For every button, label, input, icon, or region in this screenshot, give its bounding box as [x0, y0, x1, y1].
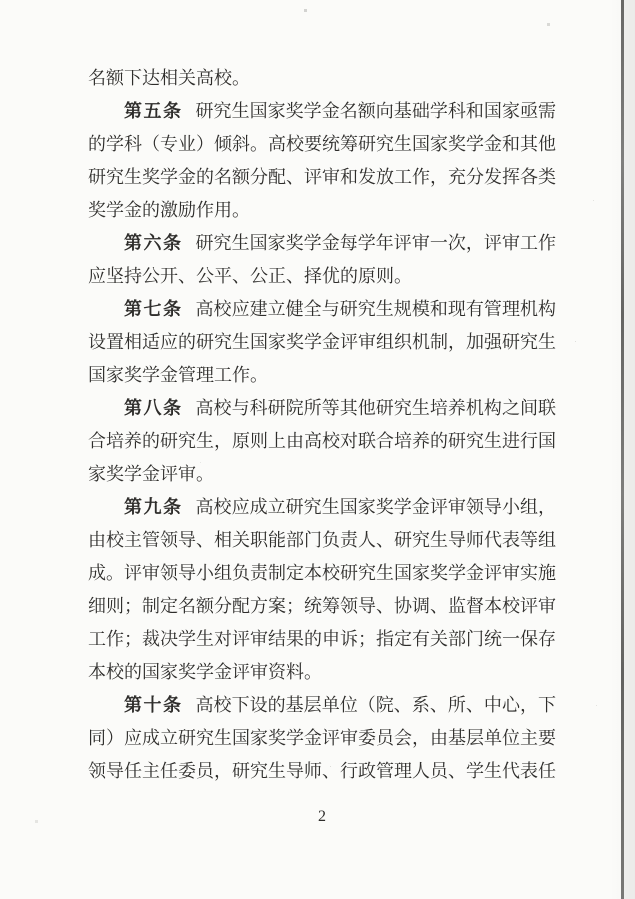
paragraph-text: 高校下设的基层单位（院、系、所、中心，下同）应成立研究生国家奖学金评审委员会，由基层单位主要领导任主任委员，研究生导师、行政管理人员、学生代表任: [88, 695, 557, 781]
article-number: 第九条: [124, 497, 183, 517]
article-number: 第十条: [124, 695, 183, 715]
paragraph-text: 名额下达相关高校。: [88, 68, 250, 88]
paragraph-article-9: [88, 491, 556, 689]
article-number: 第七条: [124, 299, 183, 319]
scan-noise-specks: [0, 0, 1, 1]
paragraph-text: 高校应成立研究生国家奖学金评审领导小组，由校主管领导、相关职能部门负责人、研究生导师代表等组成。评审领导小组负责制定本校研究生国家奖学金评审实施细则；制定名额分配方案；统筹领导、协调、监督本校评审工作；裁决学生对评审结果的申诉；指定有关部门统一保存本校的国家奖学金评审资料。: [88, 497, 557, 682]
article-number: 第八条: [124, 398, 183, 418]
paragraph-text: 研究生国家奖学金每学年评审一次，评审工作应坚持公开、公平、公正、择优的原则。: [88, 233, 557, 286]
paragraph-continuation: [88, 62, 556, 95]
paragraph-article-8: [88, 392, 556, 491]
paragraph-text: 高校与科研院所等其他研究生培养机构之间联合培养的研究生，原则上由高校对联合培养的研究生进行国家奖学金评审。: [88, 398, 557, 484]
paragraph-article-6: [88, 227, 556, 293]
paragraph-text: 高校应建立健全与研究生规模和现有管理机构设置相适应的研究生国家奖学金评审组织机制，加强研究生国家奖学金管理工作。: [88, 299, 557, 385]
article-number: 第五条: [124, 101, 183, 121]
article-number: 第六条: [124, 233, 183, 253]
page-number: 2: [318, 808, 326, 825]
paragraph-article-5: [88, 95, 556, 227]
paragraph-article-7: [88, 293, 556, 392]
scan-edge-shadow: [624, 0, 635, 899]
paragraph-text: 研究生国家奖学金名额向基础学科和国家亟需的学科（专业）倾斜。高校要统筹研究生国家奖学金和其他研究生奖学金的名额分配、评审和发放工作，充分发挥各类奖学金的激励作用。: [88, 101, 557, 220]
paragraph-article-10: [88, 689, 556, 788]
document-body: [88, 62, 556, 788]
